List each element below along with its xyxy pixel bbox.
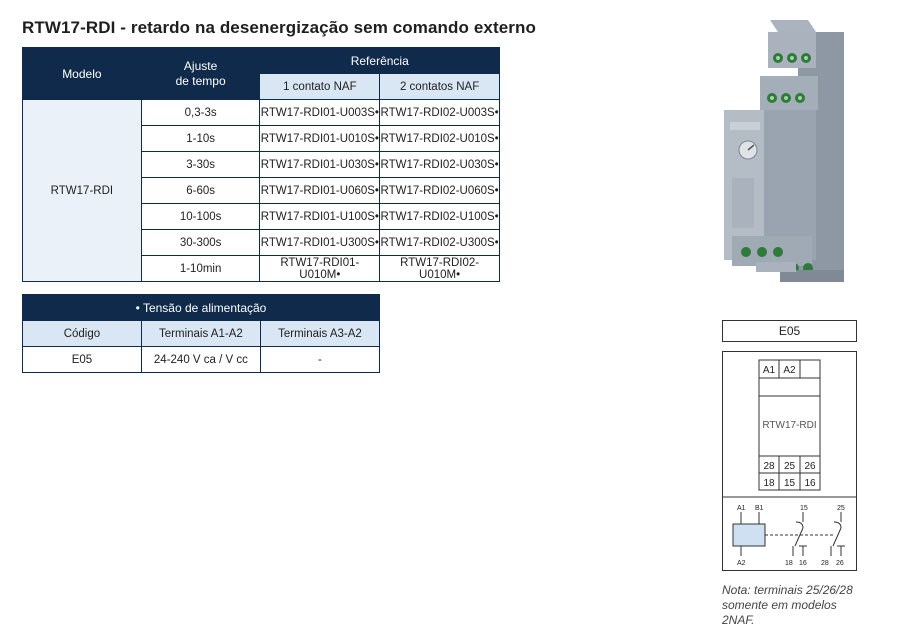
schem-28-label: 28 xyxy=(821,560,829,567)
ref1-cell: RTW17-RDI01-U300S• xyxy=(260,230,380,256)
range-cell: 3-30s xyxy=(141,152,260,178)
schem-a2-label: A2 xyxy=(737,560,746,567)
ref1-cell: RTW17-RDI01-U010S• xyxy=(260,126,380,152)
ref2-cell: RTW17-RDI02-U030S• xyxy=(380,152,500,178)
voltage-code-label: E05 xyxy=(722,320,857,342)
a1a2-cell: 24-240 V ca / V cc xyxy=(141,347,260,373)
range-cell: 1-10s xyxy=(141,126,260,152)
ref2-cell: RTW17-RDI02-U300S• xyxy=(380,230,500,256)
relay-device-image xyxy=(720,18,852,288)
terminal-26-label: 26 xyxy=(804,461,816,472)
col-model-header: Modelo xyxy=(23,48,142,100)
ref1-cell: RTW17-RDI01-U030S• xyxy=(260,152,380,178)
schem-26-label: 26 xyxy=(836,560,844,567)
range-cell: 0,3-3s xyxy=(141,100,260,126)
schem-25-label: 25 xyxy=(837,505,845,512)
terminal-16-label: 16 xyxy=(804,478,816,489)
col-a3a2-header: Terminais A3-A2 xyxy=(260,321,379,347)
sub-header-2naf: 2 contatos NAF xyxy=(380,74,500,100)
ref1-cell: RTW17-RDI01-U010M• xyxy=(260,256,380,282)
ref2-cell: RTW17-RDI02-U003S• xyxy=(380,100,500,126)
sub-header-1naf: 1 contato NAF xyxy=(260,74,380,100)
terminal-a1-label: A1 xyxy=(762,365,776,376)
schem-18-label: 18 xyxy=(785,560,793,567)
footnote: Nota: terminais 25/26/28 somente em modelos 2NAF. xyxy=(722,583,853,627)
page-title: RTW17-RDI - retardo na desenergização sem comando externo xyxy=(22,18,536,37)
col-adjust-header: Ajuste de tempo xyxy=(141,48,260,100)
voltage-header: • Tensão de alimentação xyxy=(23,295,380,321)
reference-table xyxy=(22,47,500,282)
terminal-18-label: 18 xyxy=(763,478,775,489)
col-reference-header: Referência xyxy=(260,48,500,74)
terminal-25-label: 25 xyxy=(783,461,796,472)
voltage-table xyxy=(22,294,380,373)
ref2-cell: RTW17-RDI02-U010M• xyxy=(380,256,500,282)
relay-model-label: RTW17-RDI xyxy=(762,420,817,431)
ref2-cell: RTW17-RDI02-U010S• xyxy=(380,126,500,152)
wiring-diagram xyxy=(722,351,857,571)
col-a1a2-header: Terminais A1-A2 xyxy=(141,321,260,347)
coil-symbol xyxy=(733,524,765,546)
ref1-cell: RTW17-RDI01-U003S• xyxy=(260,100,380,126)
ref2-cell: RTW17-RDI02-U100S• xyxy=(380,204,500,230)
a3a2-cell: - xyxy=(260,347,379,373)
range-cell: 1-10min xyxy=(141,256,260,282)
range-cell: 6-60s xyxy=(141,178,260,204)
code-cell: E05 xyxy=(23,347,142,373)
range-cell: 30-300s xyxy=(141,230,260,256)
terminal-28-label: 28 xyxy=(763,461,775,472)
schem-15-label: 15 xyxy=(800,505,808,512)
col-code-header: Código xyxy=(23,321,142,347)
ref1-cell: RTW17-RDI01-U100S• xyxy=(260,204,380,230)
terminal-a2-label: A2 xyxy=(783,365,796,376)
schem-16-label: 16 xyxy=(799,560,807,567)
model-cell: RTW17-RDI xyxy=(23,100,142,282)
ref2-cell: RTW17-RDI02-U060S• xyxy=(380,178,500,204)
schem-a1-label: A1 xyxy=(737,505,746,512)
ref1-cell: RTW17-RDI01-U060S• xyxy=(260,178,380,204)
terminal-15-label: 15 xyxy=(783,478,796,489)
range-cell: 10-100s xyxy=(141,204,260,230)
schem-b1-label: B1 xyxy=(755,505,764,512)
